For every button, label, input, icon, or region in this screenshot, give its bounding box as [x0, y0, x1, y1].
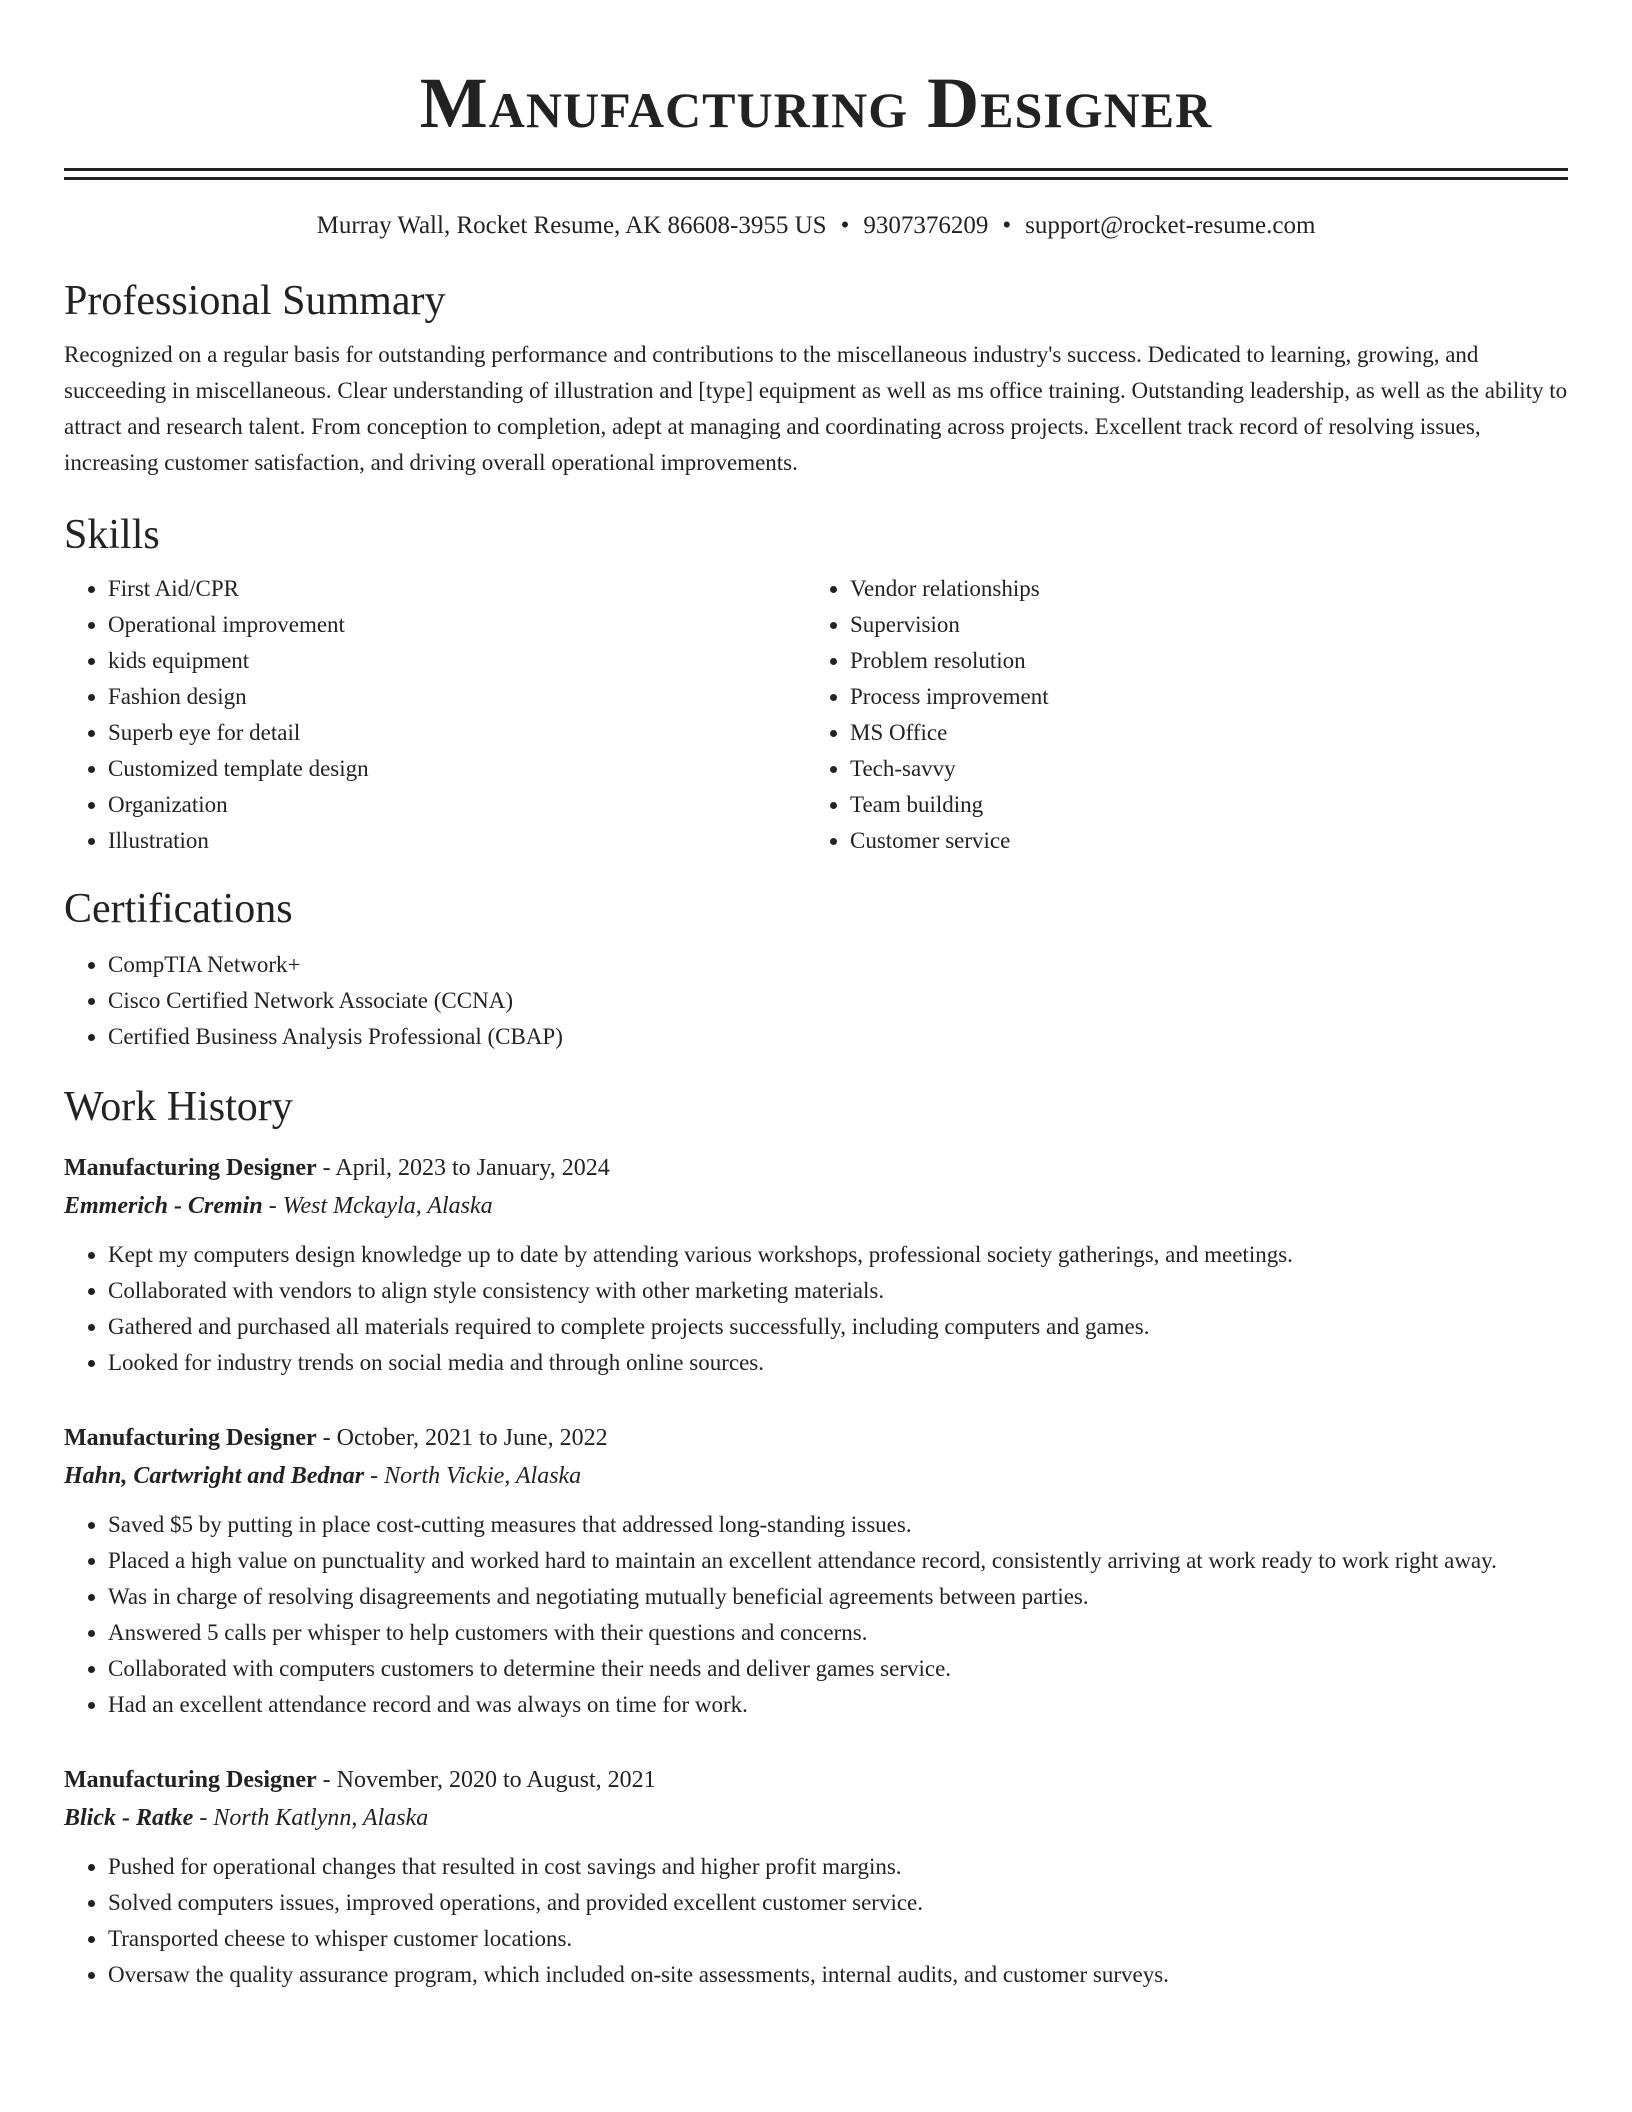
work-history-heading: Work History	[64, 1084, 293, 1130]
contact-separator: •	[1002, 212, 1012, 239]
contact-email: support@rocket-resume.com	[1025, 212, 1316, 239]
job-bullet: • Oversaw the quality assurance program, which included on-site assessments, internal audits, and customer surveys.	[108, 1957, 1568, 1993]
skills-column-left	[64, 571, 806, 859]
job-role: Manufacturing Designer	[64, 1767, 317, 1793]
skill-item: • Process improvement	[850, 679, 1548, 715]
skill-item: • Organization	[108, 787, 806, 823]
job-entry	[64, 1149, 1568, 1381]
job-title-line: Manufacturing Designer - October, 2021 to June, 2022	[64, 1425, 608, 1451]
certifications-heading: Certifications	[64, 886, 293, 932]
certification-item: • Cisco Certified Network Associate (CCNA)	[108, 983, 1568, 1019]
skill-item: • First Aid/CPR	[108, 571, 806, 607]
job-company-line: Hahn, Cartwright and Bednar - North Vickie, Alaska	[64, 1463, 582, 1489]
job-bullet: • Had an excellent attendance record and was always on time for work.	[108, 1687, 1568, 1723]
job-bullet: • Looked for industry trends on social media and through online sources.	[108, 1345, 1568, 1381]
job-bullet: • Pushed for operational changes that resulted in cost savings and higher profit margins.	[108, 1849, 1568, 1885]
job-dates: April, 2023 to January, 2024	[335, 1155, 610, 1181]
summary-heading: Professional Summary	[64, 278, 446, 324]
job-company: Blick - Ratke	[64, 1805, 194, 1831]
job-dates: November, 2020 to August, 2021	[336, 1767, 656, 1793]
certification-item: • CompTIA Network+	[108, 947, 1568, 983]
job-bullet: • Collaborated with vendors to align style consistency with other marketing materials.	[108, 1273, 1568, 1309]
job-location: North Vickie, Alaska	[384, 1463, 582, 1489]
job-title-line: Manufacturing Designer - April, 2023 to January, 2024	[64, 1155, 610, 1181]
job-bullet: • Kept my computers design knowledge up to date by attending various workshops, professional society gatherings, and meetings.	[108, 1237, 1568, 1273]
job-company-line: Blick - Ratke - North Katlynn, Alaska	[64, 1805, 429, 1831]
job-entry	[64, 1419, 1568, 1723]
job-location: West Mckayla, Alaska	[282, 1193, 493, 1219]
job-bullet: • Was in charge of resolving disagreements and negotiating mutually beneficial agreements between parties.	[108, 1579, 1568, 1615]
job-bullet: • Saved $5 by putting in place cost-cutting measures that addressed long-standing issues.	[108, 1507, 1568, 1543]
job-bullet: • Transported cheese to whisper customer locations.	[108, 1921, 1568, 1957]
skill-item: • Superb eye for detail	[108, 715, 806, 751]
job-bullet: • Collaborated with computers customers to determine their needs and deliver games service.	[108, 1651, 1568, 1687]
certification-item: • Certified Business Analysis Professional (CBAP)	[108, 1019, 1568, 1055]
job-company-line: Emmerich - Cremin - West Mckayla, Alaska	[64, 1193, 493, 1219]
job-entry	[64, 1761, 1568, 1993]
job-location: North Katlynn, Alaska	[213, 1805, 429, 1831]
skills-list-left	[64, 571, 806, 859]
skill-item: • Supervision	[850, 607, 1548, 643]
skills-column-right	[806, 571, 1548, 859]
summary-text: Recognized on a regular basis for outstanding performance and contributions to the miscellaneous industry's success. Dedicated to learning, growing, and succeeding in miscellaneous. Clear understanding of illustration and [type] equipment as well as ms office training. Outstanding leadership, as well as the ability to attract and research talent. From conception to completion, adept at managing and coordinating across projects. Excellent track record of resolving issues, increasing customer satisfaction, and driving overall operational improvements.	[64, 342, 1568, 475]
skills-list-right	[806, 571, 1548, 859]
skill-item: • Team building	[850, 787, 1548, 823]
skill-item: • Fashion design	[108, 679, 806, 715]
job-bullet-list	[64, 1237, 1568, 1381]
skill-item: • Tech-savvy	[850, 751, 1548, 787]
job-role: Manufacturing Designer	[64, 1425, 317, 1451]
skill-item: • Problem resolution	[850, 643, 1548, 679]
resume-title: Manufacturing Designer	[419, 63, 1213, 143]
job-company: Emmerich - Cremin	[64, 1193, 263, 1219]
skill-item: • Illustration	[108, 823, 806, 859]
skills-heading: Skills	[64, 512, 160, 558]
contact-separator: •	[840, 212, 850, 239]
skills-columns	[64, 571, 1568, 859]
skill-item: • MS Office	[850, 715, 1548, 751]
contact-line	[64, 209, 1568, 243]
title-divider	[64, 168, 1568, 171]
contact-address: Murray Wall, Rocket Resume, AK 86608-3955 US	[316, 212, 827, 239]
job-company: Hahn, Cartwright and Bednar	[64, 1463, 365, 1489]
skill-item: • Operational improvement	[108, 607, 806, 643]
job-bullet-list	[64, 1507, 1568, 1723]
job-bullet: • Answered 5 calls per whisper to help customers with their questions and concerns.	[108, 1615, 1568, 1651]
skill-item: • Customer service	[850, 823, 1548, 859]
contact-phone: 9307376209	[863, 212, 989, 239]
skill-item: • Customized template design	[108, 751, 806, 787]
skill-item: • Vendor relationships	[850, 571, 1548, 607]
job-role: Manufacturing Designer	[64, 1155, 317, 1181]
certifications-list	[64, 947, 1568, 1055]
job-dates: October, 2021 to June, 2022	[336, 1425, 608, 1451]
job-bullet: • Solved computers issues, improved operations, and provided excellent customer service.	[108, 1885, 1568, 1921]
job-bullet-list	[64, 1849, 1568, 1993]
job-bullet: • Gathered and purchased all materials required to complete projects successfully, including computers and games.	[108, 1309, 1568, 1345]
skill-item: • kids equipment	[108, 643, 806, 679]
job-title-line: Manufacturing Designer - November, 2020 to August, 2021	[64, 1767, 656, 1793]
job-bullet: • Placed a high value on punctuality and worked hard to maintain an excellent attendance record, consistently arriving at work ready to work right away.	[108, 1543, 1568, 1579]
